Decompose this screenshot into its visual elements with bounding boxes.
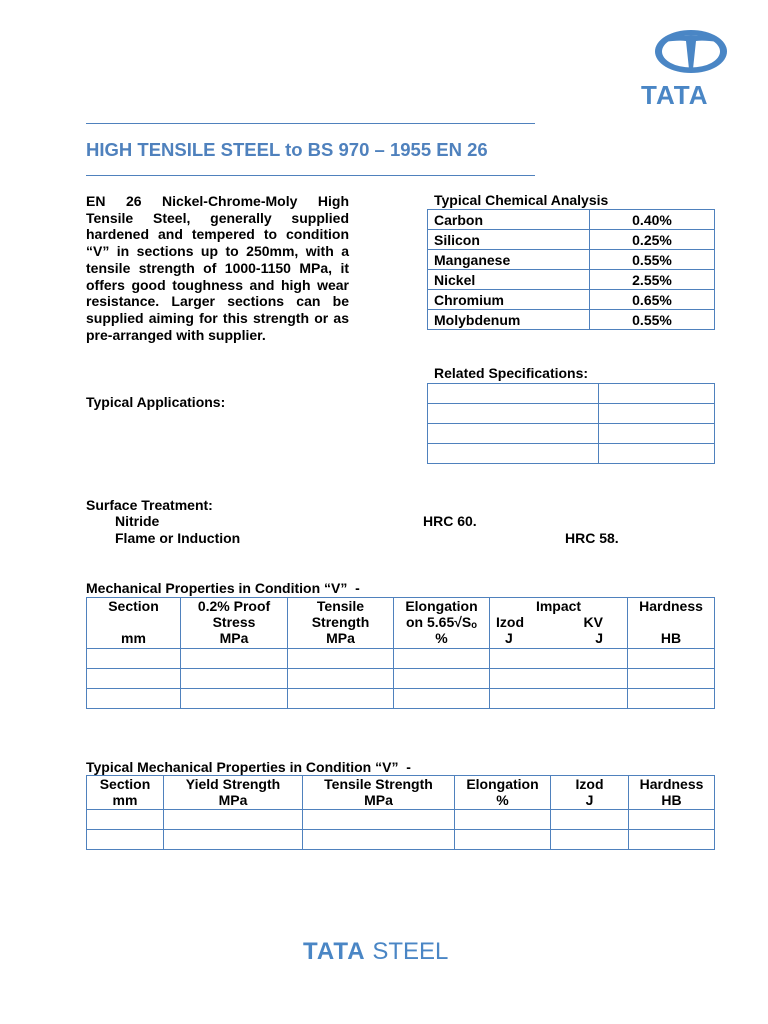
applications-heading: Typical Applications:	[86, 394, 226, 410]
table-row	[428, 270, 715, 290]
mech-properties-table	[86, 597, 715, 709]
table-row	[428, 290, 715, 310]
table-row	[87, 810, 715, 830]
table-header-row	[87, 776, 715, 810]
nitride-hardness: HRC 60.	[423, 513, 477, 529]
element-cell: Nickel	[428, 270, 590, 290]
value-cell: 0.55%	[590, 310, 715, 330]
value-cell: 0.25%	[590, 230, 715, 250]
typical-mech-table	[86, 775, 715, 850]
table-row	[428, 210, 715, 230]
table-cell	[428, 444, 599, 464]
hardness-header: Hardness HB	[629, 776, 715, 810]
surface-treatment-heading: Surface Treatment:	[86, 497, 213, 513]
value-cell: 0.55%	[590, 250, 715, 270]
table-cell	[428, 424, 599, 444]
table-cell	[599, 424, 715, 444]
intro-paragraph: EN 26 Nickel-Chrome-Moly High Tensile Steel, generally supplied hardened and tempered to condition “V” in sections up to 250mm, with a tensile strength of 1000-1150 MPa, it offers good toughness and high wear resistance. Larger sections can be supplied aiming for this strength or as pre-arranged with supplier.	[86, 193, 349, 343]
table-row	[428, 424, 715, 444]
flame-induction-label: Flame or Induction	[115, 530, 241, 546]
related-specs-heading: Related Specifications:	[434, 365, 589, 381]
page-title: HIGH TENSILE STEEL to BS 970 – 1955 EN 26	[86, 139, 488, 160]
chemical-analysis-table	[427, 209, 715, 330]
value-cell: 0.40%	[590, 210, 715, 230]
section-header: Section mm	[87, 776, 164, 810]
table-cell	[599, 444, 715, 464]
element-cell: Manganese	[428, 250, 590, 270]
table-row	[428, 384, 715, 404]
tata-steel-footer-logo: TATA STEEL	[303, 938, 449, 965]
tata-emblem-logo	[654, 29, 728, 74]
tensile-strength-header: Tensile Strength MPa	[303, 776, 455, 810]
table-row	[87, 669, 715, 689]
table-header-row	[87, 598, 715, 649]
value-cell: 2.55%	[590, 270, 715, 290]
elongation-header: Elongation %	[455, 776, 551, 810]
table-cell	[599, 384, 715, 404]
table-row	[87, 830, 715, 850]
table-row	[428, 250, 715, 270]
typical-mech-heading: Typical Mechanical Properties in Condition “V” -	[86, 759, 411, 775]
izod-header: Izod J	[551, 776, 629, 810]
table-cell	[428, 384, 599, 404]
element-cell: Molybdenum	[428, 310, 590, 330]
table-row	[428, 230, 715, 250]
element-cell: Silicon	[428, 230, 590, 250]
elongation-header: Elongation on 5.65√Sₒ %	[394, 598, 490, 649]
value-cell: 0.65%	[590, 290, 715, 310]
tata-logo-wordmark: TATA	[641, 80, 709, 110]
element-cell: Carbon	[428, 210, 590, 230]
table-row	[87, 649, 715, 669]
table-row	[87, 689, 715, 709]
section-header: Section mm	[87, 598, 181, 649]
table-row	[428, 404, 715, 424]
proof-stress-header: 0.2% Proof Stress MPa	[181, 598, 288, 649]
impact-header: Impact Izod KV J J	[490, 598, 628, 649]
mech-properties-heading: Mechanical Properties in Condition “V” -	[86, 580, 360, 596]
table-cell	[428, 404, 599, 424]
flame-induction-hardness: HRC 58.	[565, 530, 619, 546]
title-rule-bottom	[86, 175, 535, 176]
hardness-header: Hardness HB	[628, 598, 715, 649]
table-row	[428, 444, 715, 464]
tensile-strength-header: Tensile Strength MPa	[288, 598, 394, 649]
table-cell	[599, 404, 715, 424]
chemical-analysis-heading: Typical Chemical Analysis	[434, 192, 609, 208]
nitride-label: Nitride	[115, 513, 160, 529]
yield-strength-header: Yield Strength MPa	[164, 776, 303, 810]
table-row	[428, 310, 715, 330]
related-specs-table	[427, 383, 715, 464]
element-cell: Chromium	[428, 290, 590, 310]
title-rule-top	[86, 123, 535, 124]
